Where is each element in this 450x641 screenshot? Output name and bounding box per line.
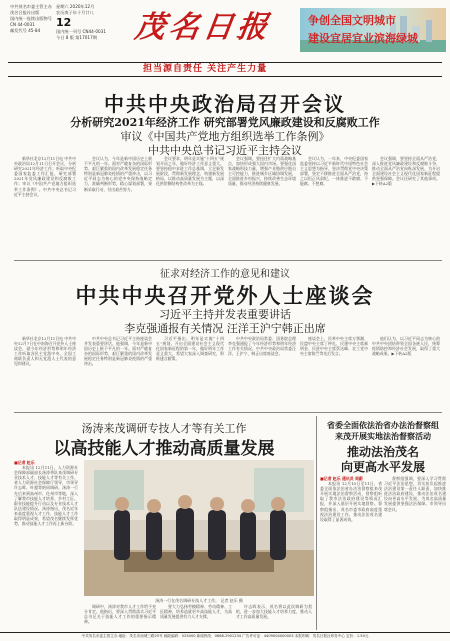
article-column	[320, 476, 382, 630]
newspaper-logo	[132, 6, 295, 50]
subheadline: 李克强通报有关情况 汪洋王沪宁韩正出席	[124, 322, 326, 335]
article-column	[156, 336, 224, 396]
article-column	[372, 336, 440, 396]
paragraph: 会议强调，要扭住扩大内需战略基点，加快形成强大国内市场。要强化国家战略科技力量，增强产业链供应链自主可控能力，推进城乡区域协调发展，全面推进乡村振兴，持续改善生态环境质量，推动经济持续健康发展。	[228, 156, 296, 187]
masthead	[0, 0, 450, 74]
paragraph: 新华社北京12月11日电 中共中央政治局12月11日召开会议，分析研究2021年经济工作；听取中央纪委国家监委工作汇报，研究部署2021年党风廉政建设和反腐败工作；审议《中国共产党地方组织选举工作条例》。中共中央总书记习近平主持会议。	[14, 156, 76, 197]
headline-rule-of-law[interactable]: 向更高水平发展	[340, 460, 425, 474]
divider	[14, 260, 442, 261]
banner-line-2: 建设宜居宜业滨海绿城	[308, 32, 418, 45]
article-column	[228, 156, 296, 248]
headline-talent[interactable]: 以高技能人才推动高质量发展	[53, 439, 275, 459]
article-column	[84, 156, 152, 248]
paragraph: 督察组强调，要深入学习贯彻习近平法治思想，切实担负起推进法治建设第一责任人职责，加快推进法治政府建设，推动法治茂名建设向更高水平发展，为茂名高质量发展提供坚强法治保障。市领导出席会议。	[384, 476, 446, 512]
publisher-line: 中共茂名市委主管主办	[10, 4, 52, 9]
headline-symposium[interactable]: 中共中央召开党外人士座谈会	[75, 283, 375, 308]
paragraph: 要大力弘扬劳模精神、劳动精神、工匠精神，培养造就更多高技能人才，为高质量发展提供有力人才支撑。	[160, 604, 232, 620]
headline-rule-of-law[interactable]: 推动法治茂名	[346, 445, 419, 459]
date-line: 星期六 2020年12月	[56, 4, 95, 9]
publisher-line: CN 44-0031	[10, 22, 35, 27]
paragraph: 会议认为，今年是新中国历史上极不平凡的一年。面对严峻复杂的国际形势、艰巨繁重的国内改革发展稳定任务特别是新冠肺炎疫情的严重冲击，以习近平同志为核心的党中央保持战略定力，准确判断形势，精心谋划部署，果断采取行动，付出艰苦努力。	[84, 156, 152, 192]
publisher-line: 茂名日报社出版	[10, 10, 40, 15]
article-column	[236, 604, 312, 630]
page-info: 今日 8 版 第17017期	[56, 35, 97, 40]
slogan: 担当源自责任 关注产生力量	[143, 64, 268, 74]
issue-day: 12	[56, 16, 72, 29]
article-column	[160, 604, 232, 630]
article-column	[14, 156, 76, 248]
publisher-info	[10, 4, 54, 44]
footer-info: 中共茂名市委主管主办 地址：茂名市油城三路25号 邮政编码：525000 新闻热线：0668-2901234 广告许可证：4409004000003 本报印刷：茂名日报社印务中心 定价：1.50元	[0, 632, 450, 641]
kicker: 汤涛来茂调研专技人才等有关工作	[81, 422, 247, 435]
photo-caption: 汤涛一行在茂名调研专技人才工作。 记者 赵乐 摄	[155, 598, 243, 603]
subheadline: 中共中央总书记习近平主持会议	[148, 144, 302, 157]
promo-banner	[300, 8, 446, 52]
paragraph: 本报讯 12月11日，人力资源社会保障部副部长汤涛带队来茂调研专业技术人才、技能人才等有关工作。省人力资源社会保障厅领导，市领导许志晖、叶超等陪同调研。汤涛一行先后来到高州市、化州市等地，深入了解我市技能人才培养、乡村工匠、职业技能提升行动以及专业技术人才队伍建设情况。汤涛指出，茂名近年来高度重视人才工作，技能人才工作取得明显成效，希望茂名继续发挥优势，推动技能人才工作再上新台阶。	[14, 465, 78, 527]
logo-text: 茂名日报	[132, 10, 274, 45]
paragraph: 会议认为，一年来，中央纪委国家监委坚持以习近平新时代中国特色社会主义思想为指导，坚决贯彻党中央决策部署，坚定不移推进全面从严治党，持之以恒正风肃纪，一体推进不敢腐、不能腐、不想腐。	[300, 156, 368, 187]
article-column	[228, 336, 296, 396]
publisher-line: 国内统一连续出版物号	[10, 16, 52, 21]
article-column	[300, 336, 368, 396]
paragraph: 调研中，汤涛对我市人才工作给予充分肯定。他指出，要深入贯彻落实习近平总书记关于技能人才工作的重要指示精神。	[84, 604, 156, 625]
date-line: 农历庚子年十月廿八	[56, 10, 94, 15]
article-column	[372, 156, 440, 248]
subheadline: 分析研究2021年经济工作 研究部署党风廉政建设和反腐败工作	[70, 116, 380, 129]
paragraph: 许志晖表示，茂名将以此次调研为契机，进一步加大技能人才培养力度，推动人才工作高质量发展。	[236, 604, 312, 620]
article-column	[84, 604, 156, 630]
issue-meta	[56, 4, 126, 41]
paragraph: 本报讯 12月10日至11日，省委全面依法治省办法治督察组来茂开展实地法治督察活动，督察组听取了我市法治政府建设等情况汇报，并深入基层开展实地督察。督察组指出，茂名市委市政府高度重视法治建设工作，推动法治茂名建设取得了显著成效。	[320, 481, 382, 522]
article-column	[156, 156, 224, 248]
headline-politburo[interactable]: 中共中央政治局召开会议	[104, 92, 346, 116]
column-divider	[316, 416, 317, 630]
paragraph: 他们认为，以习近平同志为核心的中共中央团结带领全国各族人民，统筹疫情防控和经济社会发展，取得了重大战略成果。▶下转A2版	[372, 336, 440, 357]
kicker: 征求对经济工作的意见和建议	[160, 269, 290, 280]
paragraph: 座谈会上，民革中央主席万鄂湘、民盟中央主席丁仲礼、民建中央主席郝明金、民进中央主席蔡达峰、农工党中央主席陈竺等先后发言。	[300, 336, 368, 357]
paragraph: 中共中央总书记习近平主持座谈会并发表重要讲话。他强调，今年是新中国历史上极不平凡的一年。面对严峻复杂的国际形势、艰巨繁重的国内改革发展稳定任务特别是新冠肺炎疫情的严重冲击。	[84, 336, 152, 367]
date-line: 国内统一刊号 CN44-0031	[56, 29, 107, 34]
subheadline: 习近平主持并发表重要讲话	[159, 308, 291, 321]
article-column	[300, 156, 368, 248]
publisher-line: 邮发代号 45-84	[10, 28, 41, 33]
article-column	[84, 336, 152, 396]
photo-meeting-image	[84, 460, 314, 596]
slogan-bar	[8, 62, 442, 77]
subheadline: 审议《中国共产党地方组织选举工作条例》	[120, 130, 330, 143]
article-column	[14, 336, 76, 396]
paragraph: 中共中央政治局常委、国务院总理李克强通报了今年经济形势和明年经济工作有关情况。中共中央政治局常委汪洋、王沪宁、韩正出席座谈会。	[228, 336, 296, 357]
news-photo[interactable]	[84, 460, 314, 596]
paragraph: 习近平指出，明年是实施“十四五”规划、开启全面建设社会主义现代化国家新征程的第一年，做好明年工作意义重大，希望大家深入调查研究，积极建言献策。	[156, 336, 224, 362]
article-column	[384, 476, 446, 630]
kicker: 来茂开展实地法治督察活动	[335, 431, 431, 441]
byline: ■记者 赵乐	[14, 460, 35, 465]
paragraph: 会议要求，明年是实施“十四五”规划开局之年，做好经济工作意义重大。要坚持稳中求进工作总基调，立足新发展阶段，贯彻新发展理念，构建新发展格局，以推动高质量发展为主题，以深化供给侧结构性改革为主线。	[156, 156, 224, 187]
article-column	[14, 460, 78, 630]
paragraph: 会议强调，要坚持全面从严治党，深入推进党风廉政建设和反腐败斗争，推动全面从严治党向纵深发展，为开启全面建设社会主义现代化国家新征程提供坚强保障。会议还研究了其他事项。▶下转A2版	[372, 156, 440, 187]
byline: ■记者 赵乐 通讯员 周蔚	[320, 476, 363, 481]
banner-line-1: 争创全国文明城市	[308, 14, 396, 27]
divider	[14, 412, 442, 413]
paragraph: 新华社北京12月11日电 中共中央12月7日在中南海召开党外人士座谈会，就今年经济形势和明年经济工作听取各民主党派中央、全国工商联负责人和无党派人士代表的意见和建议。	[14, 336, 76, 367]
kicker: 省委全面依法治省办法治督察组	[327, 420, 439, 430]
